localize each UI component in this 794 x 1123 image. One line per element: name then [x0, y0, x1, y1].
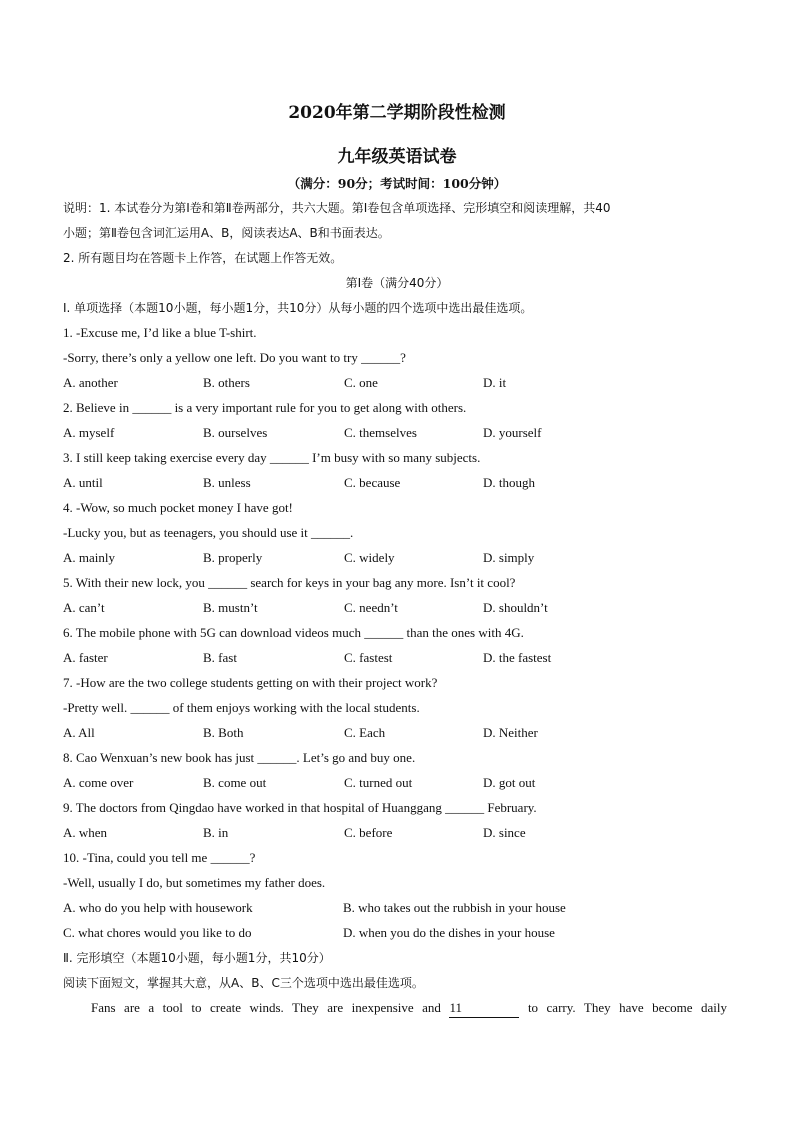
option-a: A. can’t — [63, 600, 105, 615]
score-time-line: （满分：90分；考试时间：100分钟） — [287, 176, 507, 191]
instruction-line-1: 说明：1. 本试卷分为第Ⅰ卷和第Ⅱ卷两部分，共六大题。第Ⅰ卷包含单项选择、完形填空和阅读理解，共40 — [63, 201, 611, 215]
question-stem: 8. Cao Wenxuan’s new book has just ______. Let’s go and buy one. — [63, 750, 416, 765]
option-b: B. ourselves — [203, 425, 268, 440]
option-a: A. mainly — [63, 550, 115, 565]
section2-instruction: 阅读下面短文，掌握其大意，从A、B、C三个选项中选出最佳选项。 — [63, 976, 424, 990]
option-a: A. come over — [63, 775, 134, 790]
question-stem: 4. -Wow, so much pocket money I have got! — [63, 500, 293, 515]
option-c: C. widely — [344, 550, 395, 565]
question-stem: -Lucky you, but as teenagers, you should use it ______. — [63, 525, 354, 540]
option-b: B. come out — [203, 775, 267, 790]
question-stem: 5. With their new lock, you ______ search for keys in your bag any more. Isn’t it cool? — [63, 575, 516, 590]
question-stem: 2. Believe in ______ is a very important rule for you to get along with others. — [63, 400, 467, 415]
option-b: B. properly — [203, 550, 263, 565]
exam-subject-title: 九年级英语试卷 — [337, 147, 457, 167]
question-stem: 7. -How are the two college students getting on with their project work? — [63, 675, 438, 690]
option-d: D. yourself — [483, 425, 542, 440]
option-a: A. until — [63, 475, 103, 490]
option-c: C. fastest — [344, 650, 393, 665]
option-d: D. it — [483, 375, 507, 390]
option-b: B. mustn’t — [203, 600, 258, 615]
option-c: C. needn’t — [344, 600, 398, 615]
option-c: C. turned out — [344, 775, 413, 790]
option-d: D. the fastest — [483, 650, 552, 665]
option-a: A. who do you help with housework — [63, 900, 253, 915]
question-stem: 10. -Tina, could you tell me ______? — [63, 850, 256, 865]
question-stem: 9. The doctors from Qingdao have worked in that hospital of Huanggang ______ February. — [63, 800, 537, 815]
cloze-passage-line — [91, 999, 727, 1018]
option-b: B. who takes out the rubbish in your house — [343, 900, 566, 915]
question-stem: -Well, usually I do, but sometimes my father does. — [63, 875, 326, 890]
option-d: D. got out — [483, 775, 536, 790]
option-b: B. in — [203, 825, 229, 840]
option-d: D. Neither — [483, 725, 538, 740]
option-c: C. before — [344, 825, 393, 840]
cloze-blank-11: 11 — [449, 999, 519, 1018]
option-b: B. Both — [203, 725, 244, 740]
option-b: B. unless — [203, 475, 251, 490]
option-a: A. myself — [63, 425, 115, 440]
option-d: D. though — [483, 475, 535, 490]
part1-heading: 第Ⅰ卷（满分40分） — [345, 276, 449, 290]
question-stem: 3. I still keep taking exercise every day ______ I’m busy with so many subjects. — [63, 450, 481, 465]
passage-text: to carry. They have become daily — [527, 1000, 728, 1015]
option-d: D. when you do the dishes in your house — [343, 925, 555, 940]
passage-text: Fans are a tool to create winds. They are inexpensive and — [91, 1000, 441, 1015]
question-stem: -Sorry, there’s only a yellow one left. Do you want to try ______? — [63, 350, 406, 365]
option-d: D. since — [483, 825, 526, 840]
option-c: C. because — [344, 475, 401, 490]
question-stem: -Pretty well. ______ of them enjoys working with the local students. — [63, 700, 420, 715]
section1-heading: Ⅰ. 单项选择（本题10小题，每小题1分，共10分）从每小题的四个选项中选出最佳选项。 — [63, 301, 533, 315]
option-d: D. shouldn’t — [483, 600, 548, 615]
option-a: A. All — [63, 725, 95, 740]
option-b: B. others — [203, 375, 250, 390]
option-a: A. another — [63, 375, 118, 390]
option-c: C. what chores would you like to do — [63, 925, 252, 940]
instruction-line-2: 小题；第Ⅱ卷包含词汇运用A、B，阅读表达A、B和书面表达。 — [63, 226, 390, 240]
option-d: D. simply — [483, 550, 535, 565]
exam-title: 2020年第二学期阶段性检测 — [288, 103, 506, 123]
section2-heading: Ⅱ. 完形填空（本题10小题，每小题1分，共10分） — [63, 951, 331, 965]
question-stem: 1. -Excuse me, I’d like a blue T-shirt. — [63, 325, 257, 340]
question-stem: 6. The mobile phone with 5G can download videos much ______ than the ones with 4G. — [63, 625, 524, 640]
option-c: C. Each — [344, 725, 386, 740]
option-b: B. fast — [203, 650, 237, 665]
option-a: A. when — [63, 825, 108, 840]
option-c: C. themselves — [344, 425, 417, 440]
instruction-line-3: 2. 所有题目均在答题卡上作答，在试题上作答无效。 — [63, 251, 343, 265]
option-c: C. one — [344, 375, 378, 390]
option-a: A. faster — [63, 650, 108, 665]
